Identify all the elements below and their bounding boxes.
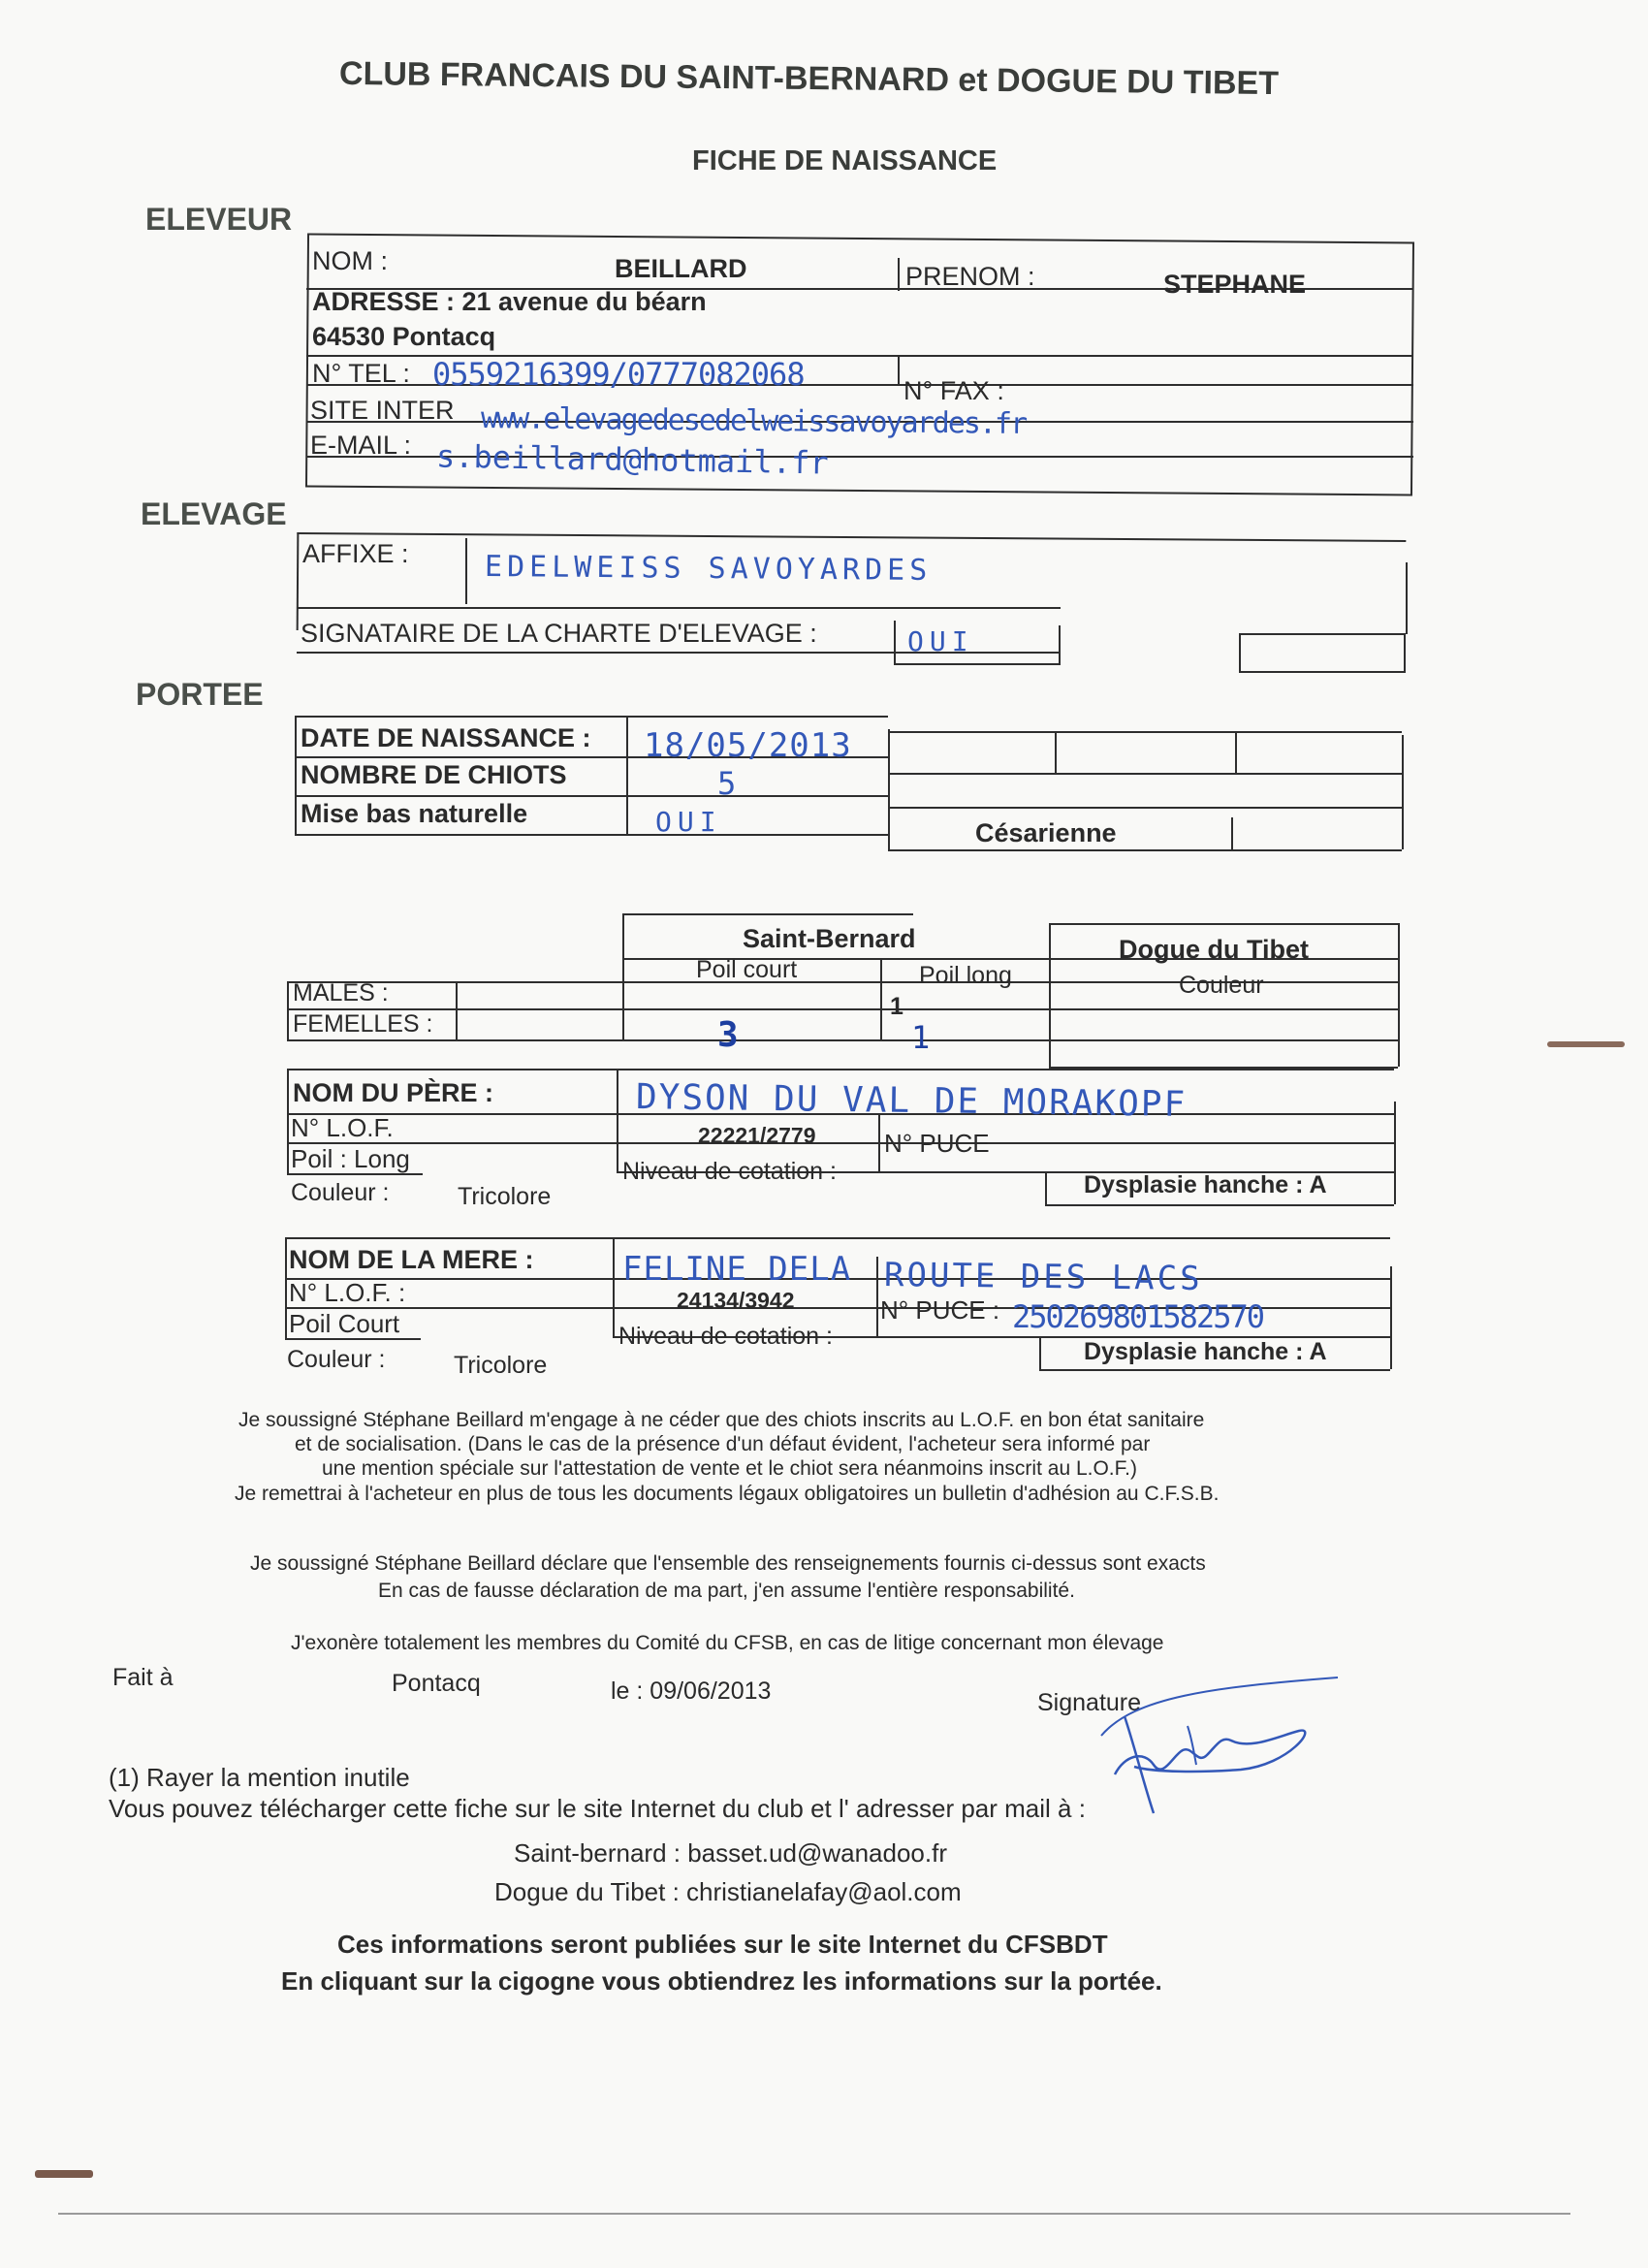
nom-value: BEILLARD — [615, 254, 747, 283]
mere-name-part1: FELINE DELA — [622, 1250, 852, 1289]
saint-bernard-header: Saint-Bernard — [743, 924, 916, 953]
bold-info-line1: Ces informations seront publiées sur le site Internet du CFSBDT — [337, 1930, 1108, 1959]
fait-a-lieu: Pontacq — [392, 1670, 481, 1697]
saint-bernard-mail: Saint-bernard : basset.ud@wanadoo.fr — [514, 1838, 947, 1868]
tel-value: 0559216399/0777082068 — [432, 356, 805, 393]
pere-poil-label: Poil : Long — [291, 1144, 410, 1173]
pere-lof-value: 22221/2779 — [698, 1123, 816, 1148]
document-title: CLUB FRANCAIS DU SAINT-BERNARD et DOGUE DU TIBET — [338, 54, 1280, 103]
section-portee: PORTEE — [136, 677, 264, 712]
mere-lof-value: 24134/3942 — [677, 1288, 795, 1313]
rayer-note: (1) Rayer la mention inutile — [109, 1763, 410, 1792]
declaration-p1-line4: Je remettrai à l'acheteur en plus de tous les documents légaux obligatoires un bulletin d'adhésion au C.F.S.B. — [235, 1483, 1220, 1505]
poil-court-header: Poil court — [696, 956, 798, 983]
cesarienne-label: Césarienne — [975, 818, 1117, 847]
scan-mark — [35, 2170, 93, 2178]
site-label: SITE INTER — [310, 396, 455, 425]
poil-long-header: Poil long — [919, 962, 1012, 989]
femelles-label: FEMELLES : — [293, 1010, 433, 1038]
pere-label: NOM DU PÈRE : — [293, 1078, 494, 1107]
document-subtitle: FICHE DE NAISSANCE — [692, 145, 998, 176]
email-value: s.beillard@hotmail.fr — [435, 437, 829, 482]
affixe-label: AFFIXE : — [302, 539, 409, 568]
femelles-poil-long-value: 1 — [911, 1019, 931, 1056]
mise-bas-label: Mise bas naturelle — [301, 799, 528, 828]
mere-name-part2: ROUTE DES LACS — [883, 1255, 1203, 1299]
pere-lof-label: N° L.O.F. — [291, 1113, 394, 1142]
declaration-p2-line3: J'exonère totalement les membres du Comité du CFSB, en cas de litige concernant mon élevage — [291, 1632, 1164, 1654]
mere-couleur-value: Tricolore — [454, 1352, 548, 1379]
mere-lof-label: N° L.O.F. : — [289, 1278, 406, 1307]
date-naissance-value: 18/05/2013 — [644, 726, 852, 765]
adresse-line1: ADRESSE : 21 avenue du béarn — [312, 287, 707, 316]
mere-label: NOM DE LA MERE : — [289, 1245, 534, 1274]
mere-poil-label: Poil Court — [289, 1309, 400, 1338]
declaration-p2-line1: Je soussigné Stéphane Beillard déclare que l'ensemble des renseignements fournis ci-dessus sont exacts — [250, 1552, 1206, 1575]
bold-info-line2: En cliquant sur la cigogne vous obtiendrez les informations sur la portée. — [281, 1966, 1162, 1996]
mere-cotation-label: Niveau de cotation : — [618, 1323, 833, 1350]
tel-label: N° TEL : — [312, 359, 410, 388]
mere-puce-label: N° PUCE : — [880, 1295, 1000, 1325]
charte-label: SIGNATAIRE DE LA CHARTE D'ELEVAGE : — [301, 619, 817, 648]
date-naissance-label: DATE DE NAISSANCE : — [301, 723, 591, 752]
pere-puce-label: N° PUCE — [884, 1129, 990, 1158]
couleur-header: Couleur — [1179, 972, 1264, 999]
nom-label: NOM : — [312, 246, 388, 275]
mere-puce-value: 250269801582570 — [1012, 1298, 1263, 1335]
males-label: MALES : — [293, 979, 389, 1006]
site-value: www.elevagedesedelweissavoyardes.fr — [480, 401, 1027, 441]
pere-couleur-label: Couleur : — [291, 1179, 390, 1206]
adresse-line2: 64530 Pontacq — [312, 322, 496, 351]
declaration-p1-line3: une mention spéciale sur l'attestation de vente et le chiot sera néanmoins inscrit au L.O.F.) — [322, 1457, 1137, 1480]
mise-bas-value: OUI — [655, 806, 722, 838]
dogue-header: Dogue du Tibet — [1119, 935, 1309, 964]
nombre-chiots-value: 5 — [717, 765, 737, 802]
declaration-p2-line2: En cas de fausse déclaration de ma part, j'en assume l'entière responsabilité. — [378, 1580, 1075, 1602]
declaration-p1-line2: et de socialisation. (Dans le cas de la présence d'un défaut évident, l'acheteur sera informé par — [295, 1433, 1151, 1455]
mere-couleur-label: Couleur : — [287, 1346, 386, 1373]
pere-dysplasie: Dysplasie hanche : A — [1084, 1171, 1327, 1198]
section-eleveur: ELEVEUR — [145, 202, 293, 237]
handwritten-signature — [1095, 1658, 1347, 1823]
section-elevage: ELEVAGE — [141, 496, 287, 531]
charte-value: OUI — [907, 625, 974, 657]
affixe-value: EDELWEISS SAVOYARDES — [484, 549, 933, 589]
download-text: Vous pouvez télécharger cette fiche sur le site Internet du club et l' adresser par mail à : — [109, 1794, 1086, 1823]
males-poil-long-value: 1 — [890, 993, 903, 1020]
dogue-mail: Dogue du Tibet : christianelafay@aol.com — [494, 1877, 962, 1906]
pere-couleur-value: Tricolore — [458, 1183, 552, 1210]
bottom-edge — [58, 2213, 1570, 2215]
prenom-value: STEPHANE — [1163, 270, 1307, 299]
fax-label: N° FAX : — [903, 376, 1004, 405]
declaration-p1-line1: Je soussigné Stéphane Beillard m'engage à ne céder que des chiots inscrits au L.O.F. en bon état sanitaire — [238, 1409, 1205, 1431]
fait-a-date: le : 09/06/2013 — [611, 1677, 772, 1705]
femelles-poil-court-value: 3 — [717, 1015, 739, 1055]
signature-label: Signature — [1037, 1689, 1142, 1716]
email-label: E-MAIL : — [310, 431, 412, 460]
pere-name: DYSON DU VAL DE MORAKOPF — [635, 1077, 1188, 1125]
nombre-chiots-label: NOMBRE DE CHIOTS — [301, 760, 567, 789]
mere-dysplasie: Dysplasie hanche : A — [1084, 1338, 1327, 1365]
fait-a-label: Fait à — [112, 1664, 174, 1691]
scan-mark — [1547, 1041, 1625, 1047]
pere-cotation-label: Niveau de cotation : — [622, 1158, 837, 1185]
prenom-label: PRENOM : — [905, 262, 1035, 291]
